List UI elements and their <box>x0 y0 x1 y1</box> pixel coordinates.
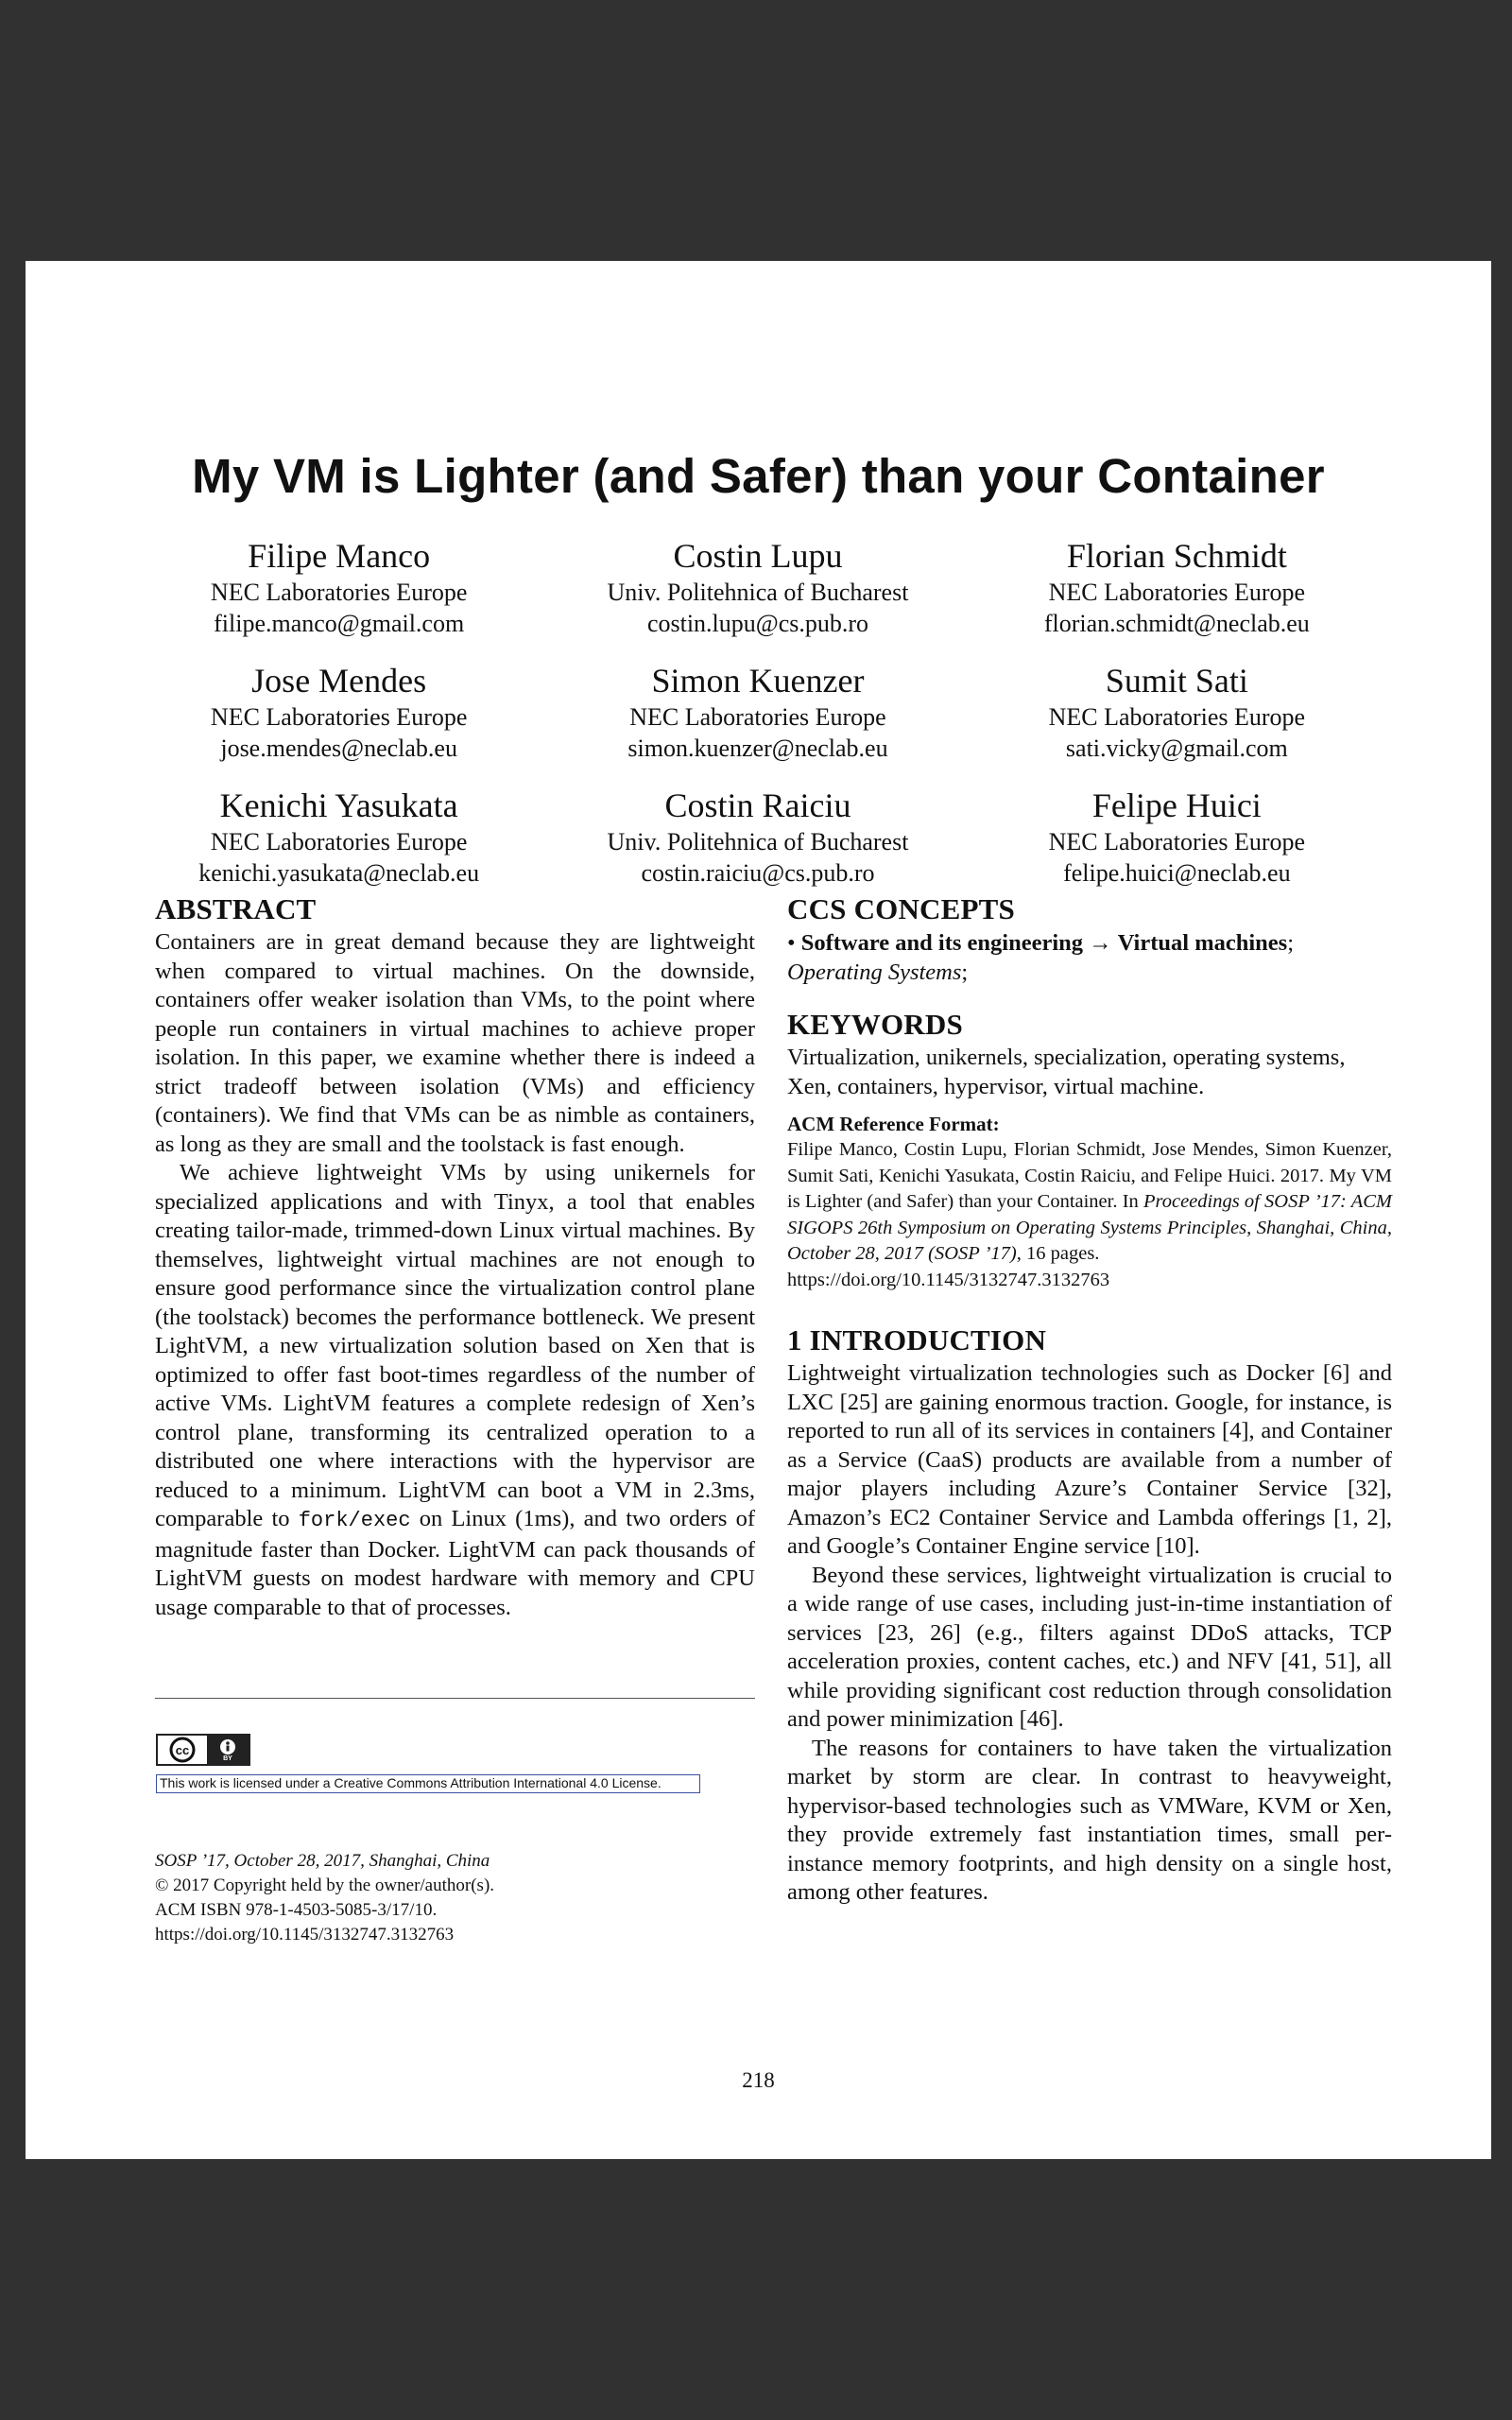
by-badge-text: BY <box>223 1754 232 1762</box>
acm-ref-part: Filipe Manco, Costin Lupu, Florian Schmidt, Jose Mendes, Simon Kuenzer, Sumit Sati, Kenichi Yasukata, Costin Raiciu, and Felipe Huici. 2017. My VM is Lighter (and Safer) than your Container. In <box>787 1139 1392 1212</box>
license-link[interactable]: This work is licensed under a Creative Commons Attribution International 4.0 License. <box>156 1774 700 1793</box>
ccs-separator: ; <box>1287 930 1295 956</box>
isbn: ACM ISBN 978-1-4503-5085-3/17/10. <box>155 1900 438 1920</box>
page-number: 218 <box>742 2068 775 2092</box>
copyright-block <box>155 1849 755 1947</box>
author-card <box>968 785 1386 889</box>
cc-icon <box>158 1736 207 1764</box>
author-name: Felipe Huici <box>1091 786 1262 824</box>
author-card <box>548 660 967 764</box>
footnote-divider <box>155 1698 755 1699</box>
author-block <box>129 535 1386 889</box>
arrow-icon: → <box>1089 930 1112 956</box>
abstract-paragraph-1: Containers are in great demand because they are lightweight when compared to virtual machines. On the downside, containers offer weaker isolation than VMs, to the point where people run containers in virtual machines to achieve proper isolation. In this paper, we examine whether there is indeed a strict tradeoff between isolation (VMs) and efficiency (containers). We find that VMs can be as nimble as containers, as long as they are small and the toolstack is fast enough. <box>155 929 755 1157</box>
author-name: Jose Mendes <box>251 662 427 700</box>
paper-title: My VM is Lighter (and Safer) than your Container <box>192 449 1325 503</box>
introduction-heading: 1 INTRODUCTION <box>787 1323 1047 1357</box>
author-affiliation: Univ. Politehnica of Bucharest <box>607 579 909 606</box>
author-affiliation: NEC Laboratories Europe <box>629 703 886 731</box>
author-name: Costin Raiciu <box>664 786 851 824</box>
keywords-text: Virtualization, unikernels, specialization, operating systems, Xen, containers, hypervisor, virtual machine. <box>787 1045 1346 1099</box>
author-name: Sumit Sati <box>1105 662 1248 700</box>
intro-paragraph-3: The reasons for containers to have taken the virtualization market by storm are clear. In contrast to heavyweight, hypervisor-based technologies such as VMWare, KVM or Xen, they provide extremely fast instantiation times, small per-instance memory footprints, and high density on a single host, among other features. <box>787 1735 1392 1905</box>
ccs-concept: Virtual machines <box>1117 930 1288 956</box>
author-card <box>129 535 548 639</box>
acm-reference-heading: ACM Reference Format: <box>787 1113 1000 1135</box>
ccs-bullet: • <box>787 930 796 956</box>
intro-paragraph-1: Lightweight virtualization technologies such as Docker [6] and LXC [25] are gaining enormous traction. Google, for instance, is reported to run all of its services in containers [4], and Container as a Service (CaaS) products are available from a number of major players including Azure’s Container Service [32], Amazon’s EC2 Container Service and Lambda offerings [1, 2], and Google’s Container Engine service [10]. <box>787 1360 1392 1559</box>
author-card <box>129 660 548 764</box>
author-email: costin.lupu@cs.pub.ro <box>646 610 869 637</box>
author-card <box>968 660 1386 764</box>
ccs-concept-secondary: Operating Systems <box>787 959 962 985</box>
author-card <box>548 785 967 889</box>
inline-code: fork/exec <box>298 1509 411 1532</box>
ccs-concepts <box>787 928 1392 987</box>
author-name: Simon Kuenzer <box>651 662 865 700</box>
author-name: Kenichi Yasukata <box>219 786 458 824</box>
author-card <box>548 535 967 639</box>
copyright-notice: © 2017 Copyright held by the owner/author(s). <box>155 1876 495 1895</box>
keywords-heading: KEYWORDS <box>787 1008 963 1041</box>
author-email: felipe.huici@neclab.eu <box>1063 859 1291 887</box>
author-affiliation: NEC Laboratories Europe <box>1048 828 1306 856</box>
author-name: Filipe Manco <box>248 537 431 575</box>
cc-badge-text: cc <box>175 1743 190 1757</box>
author-email: simon.kuenzer@neclab.eu <box>627 735 888 762</box>
ccs-category: Software and its engineering <box>800 930 1084 956</box>
author-email: kenichi.yasukata@neclab.eu <box>198 859 480 887</box>
by-icon <box>207 1736 249 1764</box>
ccs-separator: ; <box>961 959 969 985</box>
author-affiliation: NEC Laboratories Europe <box>210 703 468 731</box>
author-email: jose.mendes@neclab.eu <box>220 735 457 762</box>
author-affiliation: NEC Laboratories Europe <box>1048 703 1306 731</box>
paper-page <box>26 261 1491 2159</box>
acm-ref-pages: 16 pages. <box>1026 1243 1100 1264</box>
author-affiliation: NEC Laboratories Europe <box>210 579 468 606</box>
acm-ref-doi[interactable]: https://doi.org/10.1145/3132747.3132763 <box>787 1269 1110 1290</box>
author-email: florian.schmidt@neclab.eu <box>1043 610 1310 637</box>
acm-ref-venue: Proceedings of SOSP ’17: ACM SIGOPS 26th Symposium on Operating Systems Principles, Shanghai, China, October 28, 2017 (SOSP ’17), <box>787 1191 1392 1264</box>
acm-reference-text <box>787 1137 1392 1293</box>
doi-link[interactable]: https://doi.org/10.1145/3132747.3132763 <box>155 1925 455 1945</box>
intro-paragraph-2: Beyond these services, lightweight virtualization is crucial to a wide range of use cases, including just-in-time instantiation of services [23, 26] (e.g., filters against DDoS attacks, TCP acceleration proxies, content caches, etc.) and NFV [41, 51], all while providing significant cost reduction through consolidation and power minimization [46]. <box>787 1562 1392 1732</box>
author-affiliation: NEC Laboratories Europe <box>1048 579 1306 606</box>
right-column <box>787 890 1392 1908</box>
author-card <box>968 535 1386 639</box>
author-email: filipe.manco@gmail.com <box>214 610 465 637</box>
abstract-text: on Linux (1ms), and two orders of magnitude faster than Docker. LightVM can pack thousands of LightVM guests on modest hardware with memory and CPU usage comparable to that of processes. <box>155 1506 756 1620</box>
abstract-heading: ABSTRACT <box>155 892 317 925</box>
ccs-heading: CCS CONCEPTS <box>787 892 1015 925</box>
abstract-text: We achieve lightweight VMs by using unikernels for specialized applications and with Tinyx, a tool that enables creating tailor-made, trimmed-down Linux virtual machines. By themselves, lightweight virtual machines are not enough to ensure good performance since the virtualization control plane (the toolstack) becomes the performance bottleneck. We present LightVM, a new virtualization solution based on Xen that is optimized to offer fast boot-times regardless of the number of active VMs. LightVM features a complete redesign of Xen’s control plane, transforming its centralized operation to a distributed one where interactions with the hypervisor are reduced to a minimum. LightVM can boot a VM in 2.3ms, comparable to <box>155 1160 755 1531</box>
author-name: Costin Lupu <box>673 537 843 575</box>
cc-license-badge[interactable] <box>156 1734 250 1766</box>
author-name: Florian Schmidt <box>1066 537 1287 575</box>
author-email: sati.vicky@gmail.com <box>1065 735 1288 762</box>
conference-info: SOSP ’17, October 28, 2017, Shanghai, China <box>155 1851 490 1871</box>
author-affiliation: NEC Laboratories Europe <box>210 828 468 856</box>
author-card <box>129 785 548 889</box>
left-column <box>155 890 755 1622</box>
abstract-paragraph-2 <box>155 1159 755 1622</box>
author-affiliation: Univ. Politehnica of Bucharest <box>607 828 909 856</box>
author-email: costin.raiciu@cs.pub.ro <box>641 859 875 887</box>
